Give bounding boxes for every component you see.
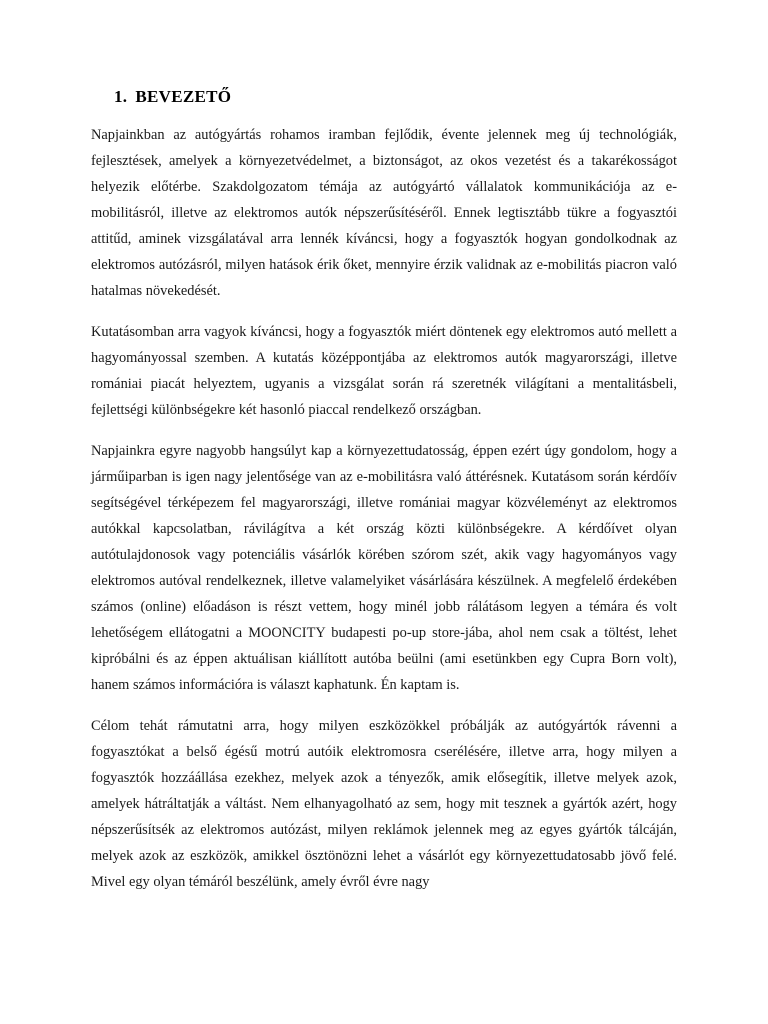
paragraph-3: Napjainkra egyre nagyobb hangsúlyt kap a környezettudatosság, éppen ezért úgy gondolom, hogy a járműiparban is igen nagy jelentősége van az e-mobilitásra való áttérésnek. Kutatásom során kérdőív segítségével térképezem fel magyarországi, illetve romániai magyar közvéleményt az elektromos autókkal kapcsolatban, rávilágítva a két ország közti különbségekre. A kérdőívet olyan autótulajdonosok vagy potenciális vásárlók körében szórom szét, akik vagy hagyományos vagy elektromos autóval rendelkeznek, illetve valamelyiket vásárlására készülnek. A megfelelő érdekében számos (online) előadáson is részt vettem, hogy minél jobb rálátásom legyen a témára és volt lehetőségem ellátogatni a MOONCITY budapesti po-up store-jába, ahol nem csak a töltést, lehet kipróbálni és az éppen aktuálisan kiállított autóba beülni (ami esetünkben egy Cupra Born volt), hanem számos információra is választ kaphatunk. Én kaptam is. — [91, 443, 677, 693]
paragraph-1: Napjainkban az autógyártás rohamos iramban fejlődik, évente jelennek meg új technológiák, fejlesztések, amelyek a környezetvédelmet, a biztonságot, az okos vezetést és a takarékosságot helyezik előtérbe. Szakdolgozatom témája az autógyártó vállalatok kommunikációja az e-mobilitásról, illetve az elektromos autók népszerűsítéséről. Ennek legtisztább tükre a fogyasztói attitűd, aminek vizsgálatával arra lennék kíváncsi, hogy a fogyasztók hogyan gondolkodnak az elektromos autózásról, milyen hatások érik őket, mennyire érzik validnak az e-mobilitás piacron való hatalmas növekedését. — [91, 127, 677, 299]
paragraph-4: Célom tehát rámutatni arra, hogy milyen eszközökkel próbálják az autógyártók rávenni a fogyasztókat a belső égésű motrú autóik elektromosra cserélésére, illetve arra, hogy milyen a fogyasztók hozzáállása ezekhez, melyek azok a tényezők, amik elősegítik, illetve melyek azok, amelyek hátráltatják a váltást. Nem elhanyagolható az sem, hogy mit tesznek a gyártók azért, hogy népszerűsítsék az elektromos autózást, milyen reklámok jelennek meg az egyes gyártók tálcáján, melyek azok az eszközök, amikkel ösztönözni lehet a vásárlót egy környezettudatosabb jövő felé. Mivel egy olyan témáról beszélünk, amely évről évre nagy — [91, 718, 677, 890]
document-body — [91, 122, 677, 910]
section-title: BEVEZETŐ — [135, 87, 232, 106]
section-number: 1. — [114, 87, 128, 106]
section-heading — [114, 86, 231, 108]
paragraph-2: Kutatásomban arra vagyok kíváncsi, hogy a fogyasztók miért döntenek egy elektromos autó mellett a hagyományossal szemben. A kutatás középpontjába az elektromos autók magyarországi, illetve romániai piacát helyeztem, ugyanis a vizsgálat során rá szeretnék világítani a mentalitásbeli, fejlettségi különbségekre két hasonló piaccal rendelkező országban. — [91, 324, 677, 418]
